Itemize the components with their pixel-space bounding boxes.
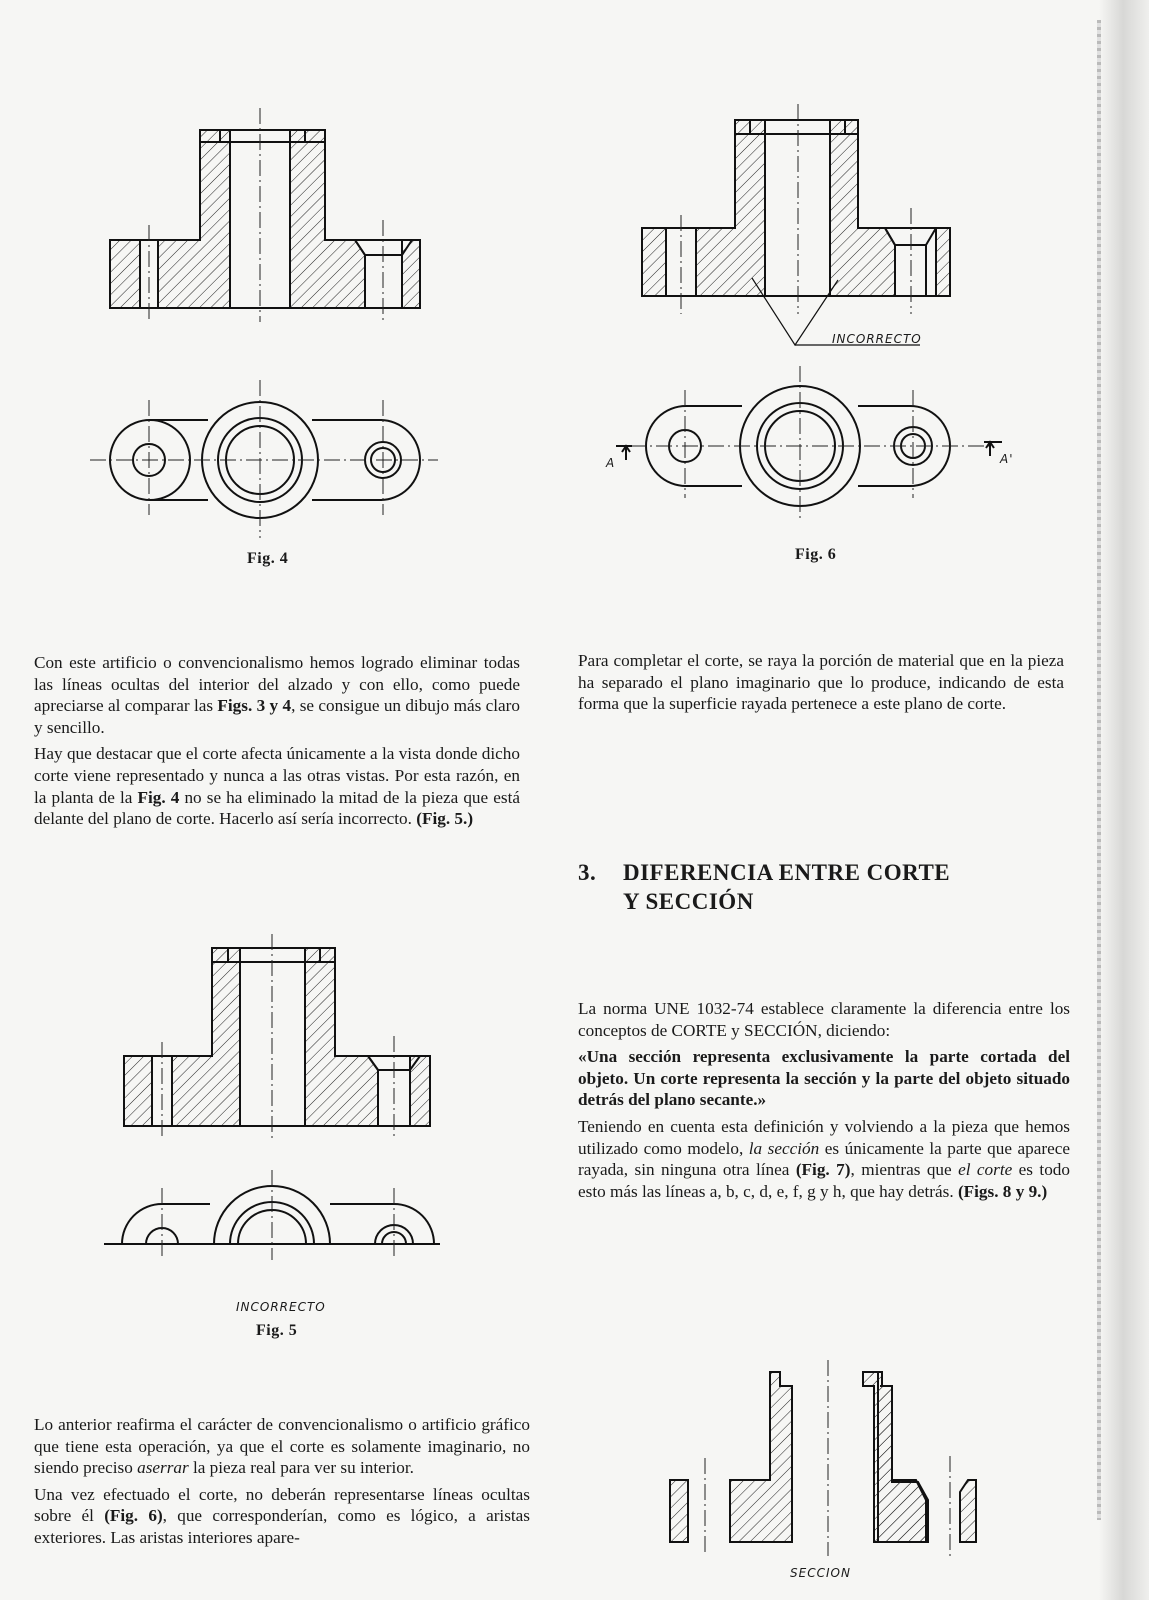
fig6-section-elevation [642, 120, 950, 296]
left-paragraph-1: Con este artificio o convencionalismo hemos logrado eliminar todas las líneas ocultas del interior del alzado y con ello, como puede apreciarse al comparar las Figs. 3 y 4, se consigue un dibujo más claro y sencillo. [34, 653, 520, 737]
scan-edge [1079, 0, 1149, 1600]
figure-6-caption: Fig. 6 [795, 546, 837, 563]
figure-5-drawing [100, 930, 460, 1280]
figure-7-section-drawing [660, 1360, 1000, 1560]
left-text-block-2 [34, 1414, 530, 1554]
section-mark-left: A [606, 456, 616, 470]
figure-4-caption: Fig. 4 [247, 550, 289, 567]
figure-6-incorrect-label: INCORRECTO [832, 332, 922, 346]
figure-4-drawing [90, 100, 450, 540]
right-paragraph-1: Para completar el corte, se raya la porción de material que en la pieza ha separado el plano imaginario que lo produce, indicando de esta forma que la superficie rayada pertenece a este plano de corte. [578, 651, 1064, 714]
figure-5-caption: Fig. 5 [256, 1322, 298, 1339]
section-heading: 3. DIFERENCIA ENTRE CORTE Y SECCIÓN [578, 860, 951, 914]
binding-edge [1097, 20, 1101, 1520]
left-paragraph-3: Lo anterior reafirma el carácter de convencionalismo o artificio gráfico que tiene esta operación, ya que el corte es solamente imaginario, no siendo preciso aserrar la pieza real para ver su interior. [34, 1415, 530, 1478]
section-mark-right: A' [1000, 452, 1014, 466]
right-paragraph-3: Teniendo en cuenta esta definición y volviendo a la pieza que hemos utilizado como modelo, la sección es únicamente la parte que aparece rayada, sin ninguna otra línea (Fig. 7), mientras que el corte es todo esto más las líneas a, b, c, d, e, f, g y h, que hay detrás. (Figs. 8 y 9.) [578, 1116, 1070, 1201]
left-paragraph-2: Hay que destacar que el corte afecta únicamente a la vista donde dicho corte viene representado y nunca a las otras vistas. Por esta razón, en la planta de la Fig. 4 no se ha eliminado la mitad de la pieza que está delante del plano de corte. Hacerlo así sería incorrecto. (Fig. 5.) [34, 744, 520, 829]
definition-quote: «Una sección representa exclusivamente la parte cortada del objeto. Un corte representa la sección y la parte del objeto situado detrás del plano secante.» [578, 1047, 1070, 1110]
left-text-block-1 [34, 652, 520, 835]
figure-7-section-label: SECCION [790, 1566, 851, 1580]
figure-5-incorrect-label: INCORRECTO [236, 1300, 326, 1314]
right-text-block-2 [578, 998, 1070, 1207]
fig5-section-elevation [124, 948, 430, 1126]
fig4-section-elevation [110, 130, 420, 308]
right-paragraph-2: La norma UNE 1032-74 establece claramente la diferencia entre los conceptos de CORTE y SECCIÓN, diciendo: [578, 999, 1070, 1040]
right-text-block-1 [578, 650, 1064, 720]
left-paragraph-4: Una vez efectuado el corte, no deberán representarse líneas ocultas sobre él (Fig. 6), que corresponderían, como es lógico, a aristas exteriores. Las aristas interiores apare- [34, 1484, 530, 1547]
figure-6-drawing [590, 100, 1010, 520]
